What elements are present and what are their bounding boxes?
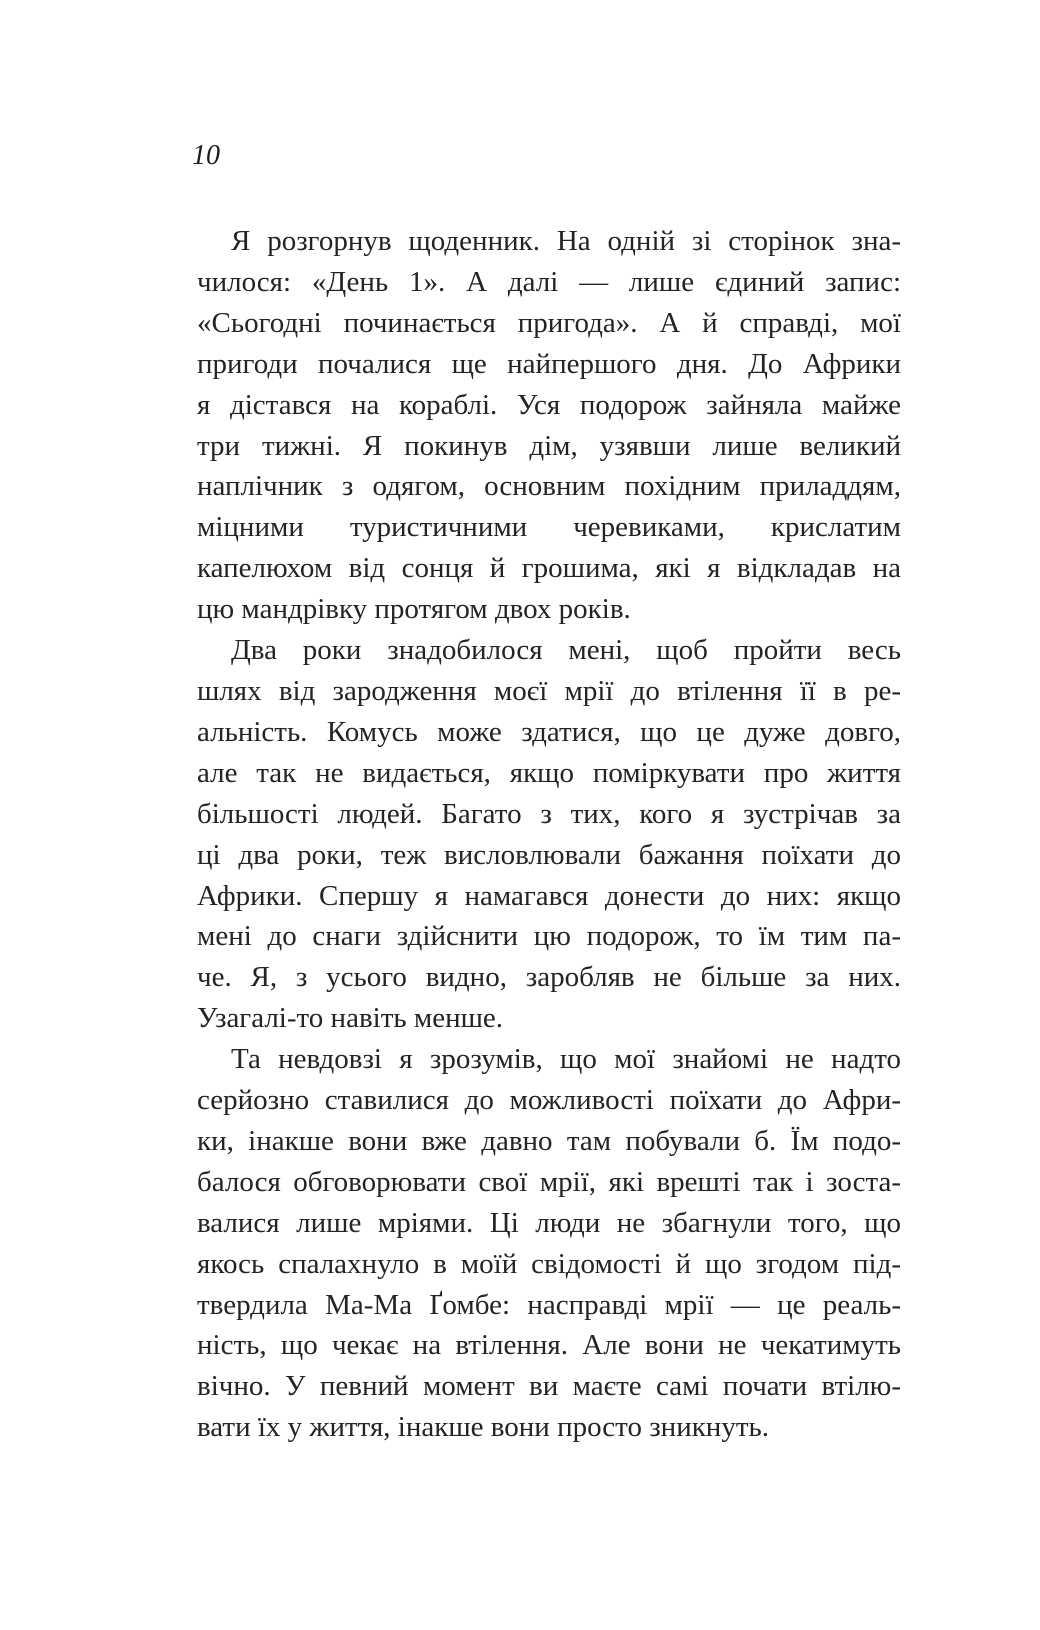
text-line: міцними туристичними черевиками, крислатим (197, 511, 901, 544)
text-line: вічно. У певний момент ви маєте самі почати втілю- (197, 1370, 901, 1403)
text-line: капелюхом від сонця й грошима, які я відкладав на (197, 552, 901, 585)
text-line: твердила Ма-Ма Ґомбе: насправді мрії — це реаль- (197, 1288, 901, 1321)
text-line: ність, що чекає на втілення. Але вони не чекатимуть (197, 1329, 901, 1362)
text-line: три тижні. Я покинув дім, узявши лише великий (197, 429, 901, 462)
paragraph (197, 221, 901, 630)
text-line: мені до снаги здійснити цю подорож, то їм тим па- (197, 920, 901, 953)
text-line: шлях від зародження моєї мрії до втілення її в ре- (197, 674, 901, 707)
text-line: якось спалахнуло в моїй свідомості й що згодом під- (197, 1247, 901, 1280)
text-line: але так не видається, якщо поміркувати про життя (197, 756, 901, 789)
text-line: ки, інакше вони вже давно там побували б. Їм подо- (197, 1124, 901, 1157)
text-line: Два роки знадобилося мені, щоб пройти весь (231, 634, 901, 667)
text-line: вати їх у життя, інакше вони просто зникнуть. (197, 1411, 769, 1444)
paragraph (197, 1039, 901, 1448)
text-block (197, 221, 901, 1448)
text-line: цю мандрівку протягом двох років. (197, 593, 631, 626)
text-line: більшості людей. Багато з тих, кого я зустрічав за (197, 797, 901, 830)
text-line: наплічник з одягом, основним похідним приладдям, (197, 470, 901, 503)
text-line: ці два роки, теж висловлювали бажання поїхати до (197, 838, 901, 871)
text-line: пригоди почалися ще найпершого дня. До Африки (197, 347, 901, 380)
text-line: альність. Комусь може здатися, що це дуже довго, (197, 715, 901, 748)
text-line: валися лише мріями. Ці люди не збагнули того, що (197, 1206, 901, 1239)
text-line: я дістався на кораблі. Уся подорож зайняла майже (197, 388, 901, 421)
text-line: Узагалі-то навіть менше. (197, 1002, 504, 1035)
text-line: «Сьогодні починається пригода». А й справді, мої (197, 306, 901, 339)
text-line: серйозно ставилися до можливості поїхати до Афри- (197, 1084, 901, 1117)
text-line: Я розгорнув щоденник. На одній зі сторінок зна- (231, 225, 901, 257)
text-line: чилося: «День 1». А далі — лише єдиний запис: (197, 265, 901, 298)
paragraph (197, 630, 901, 1039)
text-line: Та невдовзі я зрозумів, що мої знайомі не надто (231, 1043, 901, 1076)
text-line: Африки. Спершу я намагався донести до них: якщо (197, 879, 901, 912)
text-line: че. Я, з усього видно, заробляв не більше за них. (197, 961, 901, 994)
page-number: 10 (192, 140, 220, 171)
text-line: балося обговорювати свої мрії, які врешті так і зоста- (197, 1165, 901, 1198)
